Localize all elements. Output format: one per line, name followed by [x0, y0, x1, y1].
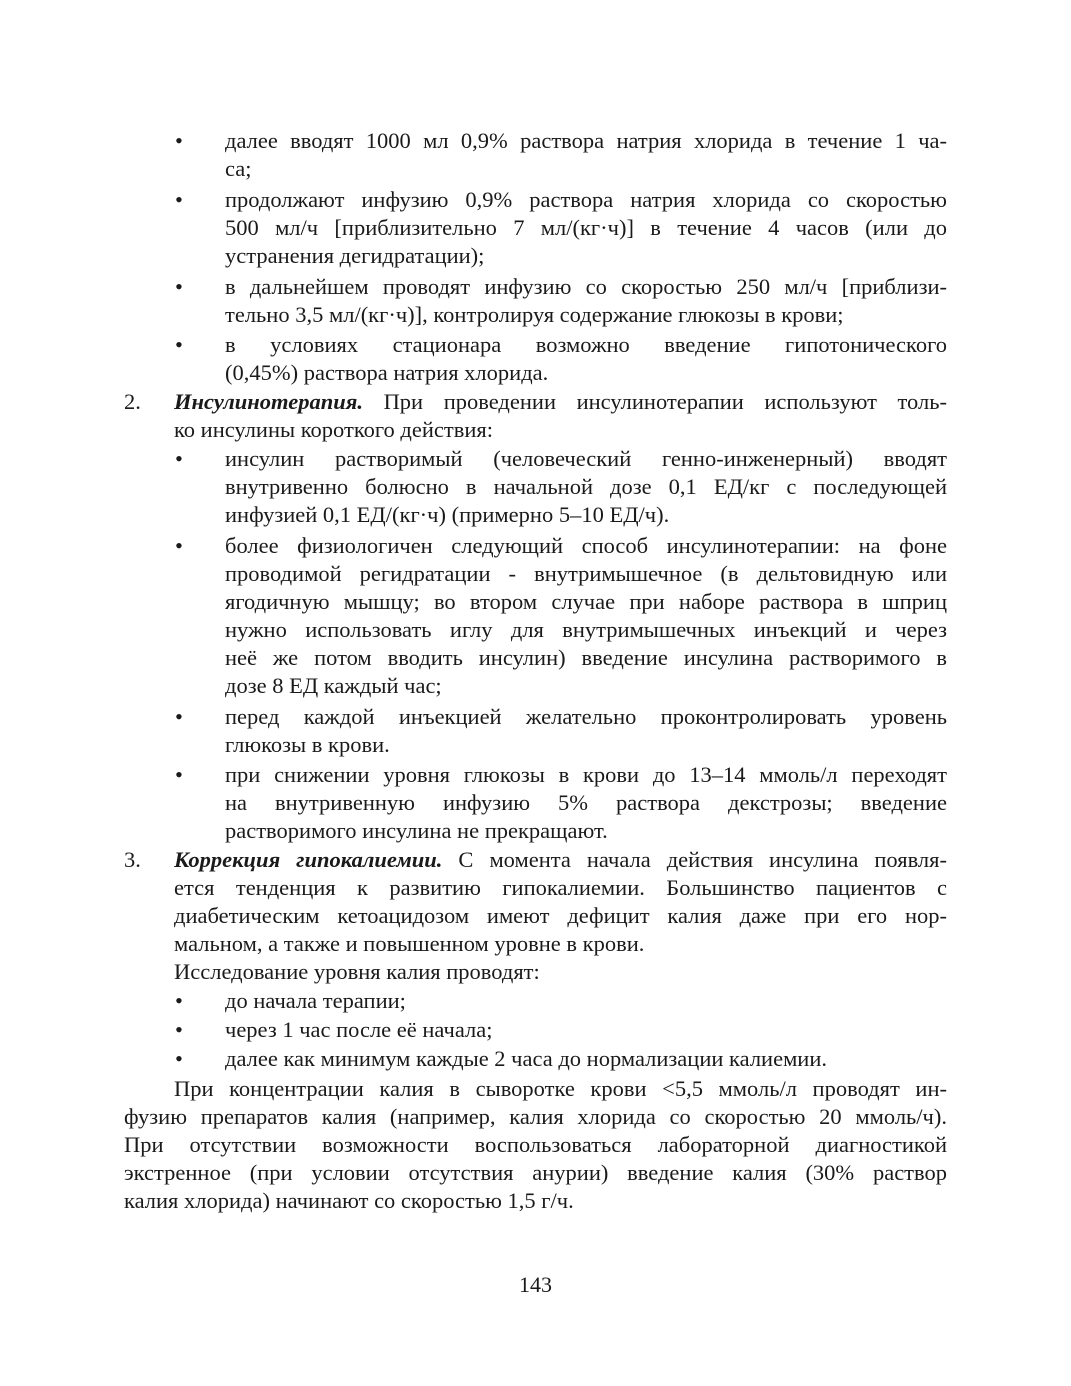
bullet-icon: • — [175, 704, 183, 729]
text-span: С момента начала действия инсулина появля- — [442, 847, 947, 872]
text-line: внутривенно болюсно в начальной дозе 0,1 ЕД/кг с последующей — [225, 474, 947, 499]
text-line: в дальнейшем проводят инфузию со скоростью 250 мл/ч [приблизи- — [225, 274, 947, 299]
text-line: Исследование уровня калия проводят: — [174, 959, 540, 984]
list-item — [0, 331, 1071, 360]
section-heading-line — [174, 388, 947, 417]
text-line: неё же потом вводить инсулин) введение инсулина растворимого в — [225, 645, 947, 670]
text-line: далее вводят 1000 мл 0,9% раствора натрия хлорида в течение 1 ча- — [225, 128, 947, 153]
text-line: При отсутствии возможности воспользоваться лабораторной диагностикой — [124, 1132, 947, 1157]
text-line: инсулин растворимый (человеческий генно-инженерный) вводят — [225, 446, 947, 471]
bullet-icon: • — [175, 128, 183, 153]
section-number: 2. — [124, 389, 141, 414]
list-item — [0, 127, 1071, 156]
text-line: перед каждой инъекцией желательно проконтролировать уровень — [225, 704, 947, 729]
text-line: ко инсулины короткого действия: — [174, 417, 493, 442]
text-line: мальном, а также и повышенном уровне в крови. — [174, 931, 645, 956]
list-item — [0, 445, 1071, 474]
text-line: при снижении уровня глюкозы в крови до 13–14 ммоль/л переходят — [225, 762, 947, 787]
text-line: через 1 час после её начала; — [225, 1017, 493, 1042]
list-item — [0, 186, 1071, 215]
bullet-icon: • — [175, 762, 183, 787]
text-line: экстренное (при условии отсутствия анурии) введение калия (30% раствор — [124, 1160, 947, 1185]
text-line: инфузией 0,1 ЕД/(кг·ч) (примерно 5–10 ЕД/ч). — [225, 502, 670, 527]
text-line: более физиологичен следующий способ инсулинотерапии: на фоне — [225, 533, 947, 558]
bullet-icon: • — [175, 533, 183, 558]
text-line: калия хлорида) начинают со скоростью 1,5 г/ч. — [124, 1188, 574, 1213]
list-item — [0, 1045, 1071, 1074]
text-line: до начала терапии; — [225, 988, 406, 1013]
text-line: растворимого инсулина не прекращают. — [225, 818, 608, 843]
section-number: 3. — [124, 847, 141, 872]
bullet-icon: • — [175, 988, 183, 1013]
text-span: При проведении инсулинотерапии используют толь- — [362, 389, 947, 414]
list-item — [0, 273, 1071, 302]
bullet-icon: • — [175, 274, 183, 299]
text-line: диабетическим кетоацидозом имеют дефицит калия даже при его нор- — [174, 903, 947, 928]
list-item — [0, 987, 1071, 1016]
list-item — [0, 703, 1071, 732]
bullet-icon: • — [175, 332, 183, 357]
text-line: устранения дегидратации); — [225, 243, 485, 268]
bullet-icon: • — [175, 187, 183, 212]
text-line: ягодичную мышцу; во втором случае при наборе раствора в шприц — [225, 589, 947, 614]
text-line: тельно 3,5 мл/(кг·ч)], контролируя содержание глюкозы в крови; — [225, 302, 844, 327]
text-line: ется тенденция к развитию гипокалиемии. Большинство пациентов с — [174, 875, 947, 900]
text-line: фузию препаратов калия (например, калия хлорида со скоростью 20 ммоль/ч). — [124, 1104, 947, 1129]
text-line: 500 мл/ч [приблизительно 7 мл/(кг·ч)] в течение 4 часов (или до — [225, 215, 947, 240]
text-line: далее как минимум каждые 2 часа до нормализации калиемии. — [225, 1046, 828, 1071]
text-line: глюкозы в крови. — [225, 732, 390, 757]
text-line: При концентрации калия в сыворотке крови <5,5 ммоль/л проводят ин- — [174, 1076, 947, 1101]
section-heading-line — [174, 846, 947, 875]
bullet-icon: • — [175, 1046, 183, 1071]
section-title: Инсулинотерапия. — [174, 389, 363, 414]
text-line: в условиях стационара возможно введение гипотонического — [225, 332, 947, 357]
list-item — [0, 1016, 1071, 1045]
text-line: са; — [225, 156, 252, 181]
list-item — [0, 761, 1071, 790]
text-line: проводимой регидратации - внутримышечное (в дельтовидную или — [225, 561, 947, 586]
page-number: 143 — [519, 1272, 552, 1297]
text-line: дозе 8 ЕД каждый час; — [225, 673, 442, 698]
text-line: нужно использовать иглу для внутримышечных инъекций и через — [225, 617, 947, 642]
text-line: на внутривенную инфузию 5% раствора декстрозы; введение — [225, 790, 947, 815]
text-line: (0,45%) раствора натрия хлорида. — [225, 360, 549, 385]
bullet-icon: • — [175, 446, 183, 471]
section-title: Коррекция гипокалиемии. — [174, 847, 443, 872]
bullet-icon: • — [175, 1017, 183, 1042]
list-item — [0, 532, 1071, 561]
text-line: продолжают инфузию 0,9% раствора натрия хлорида со скоростью — [225, 187, 947, 212]
